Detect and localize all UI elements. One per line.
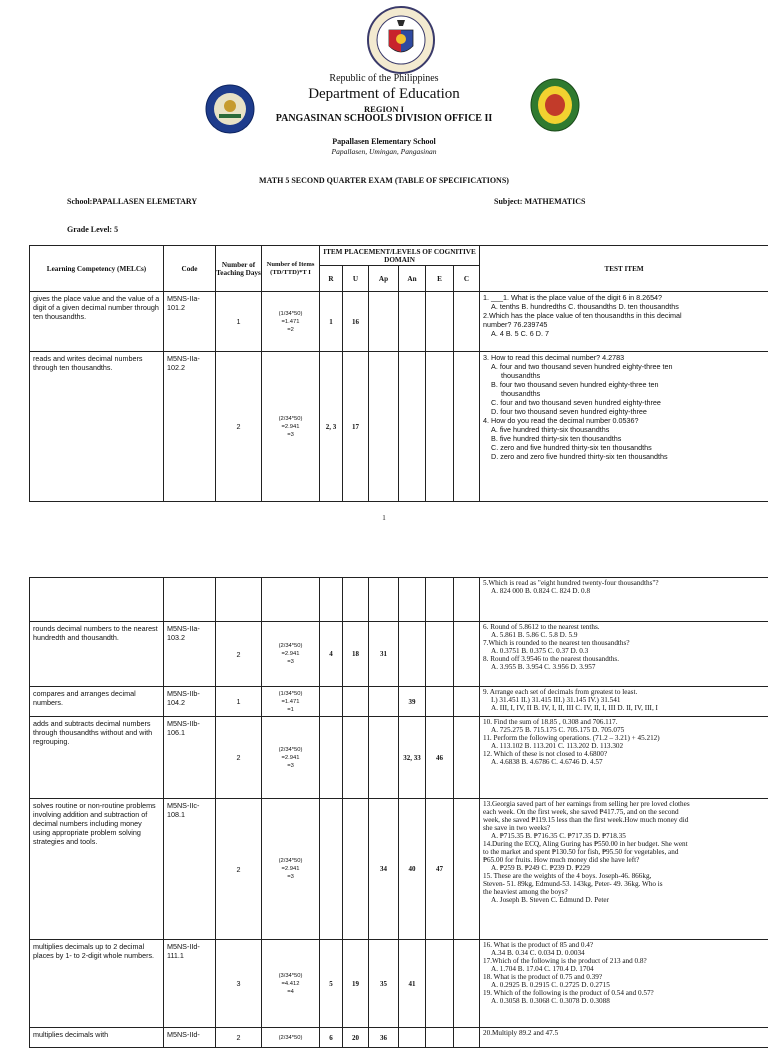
col-header-ap: Ap (369, 266, 399, 292)
level-r-cell (320, 799, 343, 940)
test-item-line: 13.Georgia saved part of her earnings from selling her pre loved clothes (483, 800, 765, 808)
code-cell: M5NS-IId- (164, 1028, 216, 1048)
test-item-line: D. zero and zero five hundred thirty-six ten thousandths (483, 452, 765, 461)
items-line: =4.412 (262, 980, 319, 988)
level-e-cell: 47 (426, 799, 454, 940)
level-r-cell: 4 (320, 622, 343, 687)
items-cell (262, 940, 320, 1028)
test-item-line: 2.Which has the place value of ten thousandths in this decimal (483, 311, 765, 320)
competency-cell: adds and subtracts decimal numbers through thousandths without and with regrouping. (30, 717, 164, 799)
days-cell: 2 (216, 799, 262, 940)
test-item-line: 19. Which of the following is the product of 0.54 and 0.57? (483, 989, 765, 997)
level-r-cell: 5 (320, 940, 343, 1028)
code-cell: M5NS-IIa-102.2 (164, 352, 216, 502)
items-line: =2.941 (262, 423, 319, 431)
test-item-line: A. 4 B. 5 C. 6 D. 7 (483, 329, 765, 338)
test-item-line: 14.During the ECQ, Aling Guring has ₱550.00 in her budget. She went (483, 840, 765, 848)
level-an-cell: 32, 33 (399, 717, 426, 799)
level-r-cell (320, 687, 343, 717)
level-c-cell (454, 1028, 480, 1048)
test-item-line: she save in two weeks? (483, 824, 765, 832)
level-u-cell: 18 (343, 622, 369, 687)
test-item-line: A. 113.102 B. 113.201 C. 113.202 D. 113.302 (483, 742, 765, 750)
level-c-cell (454, 687, 480, 717)
level-c-cell (454, 292, 480, 352)
test-item-line: thousandths (483, 389, 765, 398)
subject-label: Subject: MATHEMATICS (494, 197, 585, 206)
col-header-days: Number of Teaching Days (216, 246, 262, 292)
level-ap-cell (369, 292, 399, 352)
test-item-line: Steven- 51. 89kg, Edmund-53. 143kg, Peter- 49. 36kg. Who is (483, 880, 765, 888)
items-line: =2.941 (262, 865, 319, 873)
items-line: (2/34*50) (262, 857, 319, 865)
test-item-line: A. five hundred thirty-six thousandths (483, 425, 765, 434)
items-line: =1.471 (262, 318, 319, 326)
grade-label: Grade Level: 5 (67, 225, 118, 234)
col-header-test-item: TEST ITEM (480, 246, 768, 292)
days-cell: 2 (216, 352, 262, 502)
items-cell (262, 1028, 320, 1048)
test-item-line: 3. How to read this decimal number? 4.2783 (483, 353, 765, 362)
code-cell: M5NS-IIa-103.2 (164, 622, 216, 687)
test-item-cell (480, 687, 768, 717)
test-item-line: 10. Find the sum of 18.85 , 0.308 and 706.117. (483, 718, 765, 726)
test-item-line: C. four and two thousand seven hundred eighty-three (483, 398, 765, 407)
division-line: PANGASINAN SCHOOLS DIVISION OFFICE II (0, 113, 768, 124)
level-ap-cell: 31 (369, 622, 399, 687)
table-row (30, 1028, 768, 1048)
level-ap-cell (369, 717, 399, 799)
test-item-line: 5.Which is read as "eight hundred twenty-four thousandths"? (483, 579, 765, 587)
test-item-line: A. 0.2925 B. 0.2915 C. 0.2725 D. 0.2715 (483, 981, 765, 989)
competency-cell: reads and writes decimal numbers through ten thousandths. (30, 352, 164, 502)
level-ap-cell: 35 (369, 940, 399, 1028)
competency-cell: gives the place value and the value of a digit of a given decimal number through ten thousandths. (30, 292, 164, 352)
level-c-cell (454, 799, 480, 940)
page-number: 1 (0, 514, 768, 522)
level-ap-cell: 36 (369, 1028, 399, 1048)
days-cell: 2 (216, 622, 262, 687)
region-line: REGION I (0, 104, 768, 114)
test-item-line: 17.Which of the following is the product of 213 and 0.8? (483, 957, 765, 965)
level-c-cell (454, 717, 480, 799)
test-item-line: A. 824 000 B. 0.824 C. 824 D. 0.8 (483, 587, 765, 595)
items-line: (2/34*50) (262, 415, 319, 423)
test-item-line: to the market and spent ₱130.50 for fish, ₱95.50 for vegetables, and (483, 848, 765, 856)
level-u-cell: 17 (343, 352, 369, 502)
test-item-line: A. 725.275 B. 715.175 C. 705.175 D. 705.075 (483, 726, 765, 734)
table-row (30, 799, 768, 940)
test-item-line: A. III, I, IV, II B. IV, I, II, III C. IV, II, I, III D. II, IV, III, I (483, 704, 765, 712)
test-item-line: ₱65.00 for fruits. How much money did she have left? (483, 856, 765, 864)
items-cell (262, 687, 320, 717)
days-cell: 3 (216, 940, 262, 1028)
col-header-competency: Learning Competency (MELCs) (30, 246, 164, 292)
items-line: (1/34*50) (262, 310, 319, 318)
level-u-cell (343, 578, 369, 622)
exam-title: MATH 5 SECOND QUARTER EXAM (TABLE OF SPECIFICATIONS) (0, 176, 768, 185)
level-an-cell (399, 622, 426, 687)
items-line: =2 (262, 326, 319, 334)
level-an-cell (399, 578, 426, 622)
tos-table-page1 (29, 245, 768, 502)
code-cell: M5NS-IIc-108.1 (164, 799, 216, 940)
test-item-line: A. four and two thousand seven hundred eighty-three ten (483, 362, 765, 371)
col-header-r: R (320, 266, 343, 292)
items-cell (262, 578, 320, 622)
test-item-line: D. four two thousand seven hundred eighty-three (483, 407, 765, 416)
items-line: =4 (262, 988, 319, 996)
deped-seal (367, 6, 435, 74)
items-cell (262, 622, 320, 687)
test-item-line: A. 1.704 B. 17.04 C. 170.4 D. 1704 (483, 965, 765, 973)
level-e-cell (426, 940, 454, 1028)
level-e-cell (426, 687, 454, 717)
test-item-line: A. 5.861 B. 5.86 C. 5.8 D. 5.9 (483, 631, 765, 639)
level-ap-cell (369, 578, 399, 622)
test-item-line: 12. Which of these is not closed to 4.6800? (483, 750, 765, 758)
items-line: (2/34*50) (262, 746, 319, 754)
test-item-cell (480, 578, 768, 622)
level-e-cell (426, 578, 454, 622)
test-item-line: 4. How do you read the decimal number 0.0536? (483, 416, 765, 425)
level-c-cell (454, 352, 480, 502)
test-item-line: A. 0.3058 B. 0.3068 C. 0.3078 D. 0.3088 (483, 997, 765, 1005)
test-item-line: A. ₱715.35 B. ₱716.35 C. ₱717.35 D. ₱718.35 (483, 832, 765, 840)
code-cell: M5NS-IIa-101.2 (164, 292, 216, 352)
competency-cell: compares and arranges decimal numbers. (30, 687, 164, 717)
col-header-items: Number of Items (TD/TTD)*T I (262, 246, 320, 292)
items-line: (3/34*50) (262, 972, 319, 980)
test-item-line: 8. Round off 3.9546 to the nearest thousandths. (483, 655, 765, 663)
level-an-cell (399, 352, 426, 502)
col-header-an: An (399, 266, 426, 292)
test-item-line: A. ₱259 B. ₱249 C. ₱239 D. ₱229 (483, 864, 765, 872)
test-item-line: 7.Which is rounded to the nearest ten thousandths? (483, 639, 765, 647)
code-cell: M5NS-IIb-104.2 (164, 687, 216, 717)
items-cell (262, 292, 320, 352)
level-e-cell: 46 (426, 717, 454, 799)
items-line: =3 (262, 431, 319, 439)
competency-cell: multiplies decimals up to 2 decimal places by 1- to 2-digit whole numbers. (30, 940, 164, 1028)
level-r-cell: 2, 3 (320, 352, 343, 502)
items-line: (2/34*50) (262, 1034, 319, 1042)
items-cell (262, 717, 320, 799)
tos-table-page2 (29, 577, 768, 1048)
level-e-cell (426, 1028, 454, 1048)
items-line: =3 (262, 873, 319, 881)
code-cell (164, 578, 216, 622)
days-cell: 1 (216, 292, 262, 352)
table-row (30, 622, 768, 687)
level-ap-cell (369, 687, 399, 717)
test-item-line: thousandths (483, 371, 765, 380)
test-item-line: B. four two thousand seven hundred eighty-three ten (483, 380, 765, 389)
level-an-cell (399, 1028, 426, 1048)
test-item-line: B. five hundred thirty-six ten thousandths (483, 434, 765, 443)
table-row (30, 352, 768, 502)
test-item-cell (480, 352, 768, 502)
republic-line: Republic of the Philippines (0, 73, 768, 84)
level-an-cell: 40 (399, 799, 426, 940)
level-r-cell (320, 717, 343, 799)
level-u-cell (343, 687, 369, 717)
test-item-cell (480, 940, 768, 1028)
col-header-code: Code (164, 246, 216, 292)
test-item-cell (480, 622, 768, 687)
level-u-cell: 19 (343, 940, 369, 1028)
items-line: (1/34*50) (262, 690, 319, 698)
competency-cell: multiplies decimals with (30, 1028, 164, 1048)
days-cell: 1 (216, 687, 262, 717)
test-item-cell (480, 292, 768, 352)
level-e-cell (426, 622, 454, 687)
items-line: =1 (262, 706, 319, 714)
test-item-line: 18. What is the product of 0.75 and 0.39? (483, 973, 765, 981)
col-header-u: U (343, 266, 369, 292)
test-item-line: the heaviest among the boys? (483, 888, 765, 896)
level-u-cell: 20 (343, 1028, 369, 1048)
level-ap-cell: 34 (369, 799, 399, 940)
test-item-line: 11. Perform the following operations. (71.2 – 3.21) + 45.212) (483, 734, 765, 742)
items-cell (262, 352, 320, 502)
level-u-cell (343, 717, 369, 799)
test-item-line: 15. These are the weights of the 4 boys. Joseph-46. 866kg, (483, 872, 765, 880)
test-item-cell (480, 799, 768, 940)
department-title: Department of Education (0, 86, 768, 103)
items-line: (2/34*50) (262, 642, 319, 650)
level-r-cell: 6 (320, 1028, 343, 1048)
days-cell: 2 (216, 1028, 262, 1048)
test-item-cell (480, 717, 768, 799)
test-item-line: A. Joseph B. Steven C. Edmund D. Peter (483, 896, 765, 904)
level-an-cell (399, 292, 426, 352)
level-e-cell (426, 292, 454, 352)
level-c-cell (454, 940, 480, 1028)
col-header-placement: ITEM PLACEMENT/LEVELS OF COGNITIVE DOMAIN (320, 246, 480, 266)
school-label: School:PAPALLASEN ELEMETARY (67, 197, 197, 206)
test-item-line: A. tenths B. hundredths C. thousandths D. ten thousandths (483, 302, 765, 311)
competency-cell: solves routine or non-routine problems involving addition and subtraction of decimal numbers including money using appropriate problem solving strategies and tools. (30, 799, 164, 940)
col-header-c: C (454, 266, 480, 292)
items-line: =3 (262, 658, 319, 666)
days-cell (216, 578, 262, 622)
school-name: Papallasen Elementary School (0, 137, 768, 146)
table-row (30, 292, 768, 352)
table-row (30, 940, 768, 1028)
level-r-cell: 1 (320, 292, 343, 352)
col-header-e: E (426, 266, 454, 292)
competency-cell: rounds decimal numbers to the nearest hundredth and thousandth. (30, 622, 164, 687)
items-line: =3 (262, 762, 319, 770)
table-row (30, 578, 768, 622)
test-item-line: 16. What is the product of 85 and 0.4? (483, 941, 765, 949)
test-item-line: 6. Round of 5.8612 to the nearest tenths. (483, 623, 765, 631)
level-r-cell (320, 578, 343, 622)
test-item-line: 9. Arrange each set of decimals from greatest to least. (483, 688, 765, 696)
level-e-cell (426, 352, 454, 502)
level-u-cell (343, 799, 369, 940)
test-item-line: 1. ___1. What is the place value of the digit 6 in 8.2654? (483, 293, 765, 302)
level-u-cell: 16 (343, 292, 369, 352)
test-item-line: 20.Multiply 89.2 and 47.5 (483, 1029, 765, 1037)
days-cell: 2 (216, 717, 262, 799)
table-row (30, 687, 768, 717)
items-line: =2.941 (262, 754, 319, 762)
test-item-line: I.) 31.451 II.) 31.415 III.) 31.145 IV.) 31.541 (483, 696, 765, 704)
code-cell: M5NS-IIb-106.1 (164, 717, 216, 799)
test-item-line: week, she saved ₱119.15 less than the first week.How much money did (483, 816, 765, 824)
items-cell (262, 799, 320, 940)
test-item-cell (480, 1028, 768, 1048)
competency-cell (30, 578, 164, 622)
level-c-cell (454, 578, 480, 622)
test-item-line: A. 0.3751 B. 0.375 C. 0.37 D. 0.3 (483, 647, 765, 655)
level-an-cell: 39 (399, 687, 426, 717)
test-item-line: A. 3.955 B. 3.954 C. 3.956 D. 3.957 (483, 663, 765, 671)
table-row (30, 717, 768, 799)
level-an-cell: 41 (399, 940, 426, 1028)
school-address: Papallasen, Umingan, Pangasinan (0, 147, 768, 156)
items-line: =1.471 (262, 698, 319, 706)
test-item-line: A.34 B. 0.34 C. 0.034 D. 0.0034 (483, 949, 765, 957)
test-item-line: each week. On the first week, she saved ₱417.75, and on the second (483, 808, 765, 816)
level-ap-cell (369, 352, 399, 502)
level-c-cell (454, 622, 480, 687)
test-item-line: C. zero and five hundred thirty-six ten thousandths (483, 443, 765, 452)
test-item-line: number? 76.239745 (483, 320, 765, 329)
code-cell: M5NS-IId-111.1 (164, 940, 216, 1028)
test-item-line: A. 4.6838 B. 4.6786 C. 4.6746 D. 4.57 (483, 758, 765, 766)
items-line: =2.941 (262, 650, 319, 658)
